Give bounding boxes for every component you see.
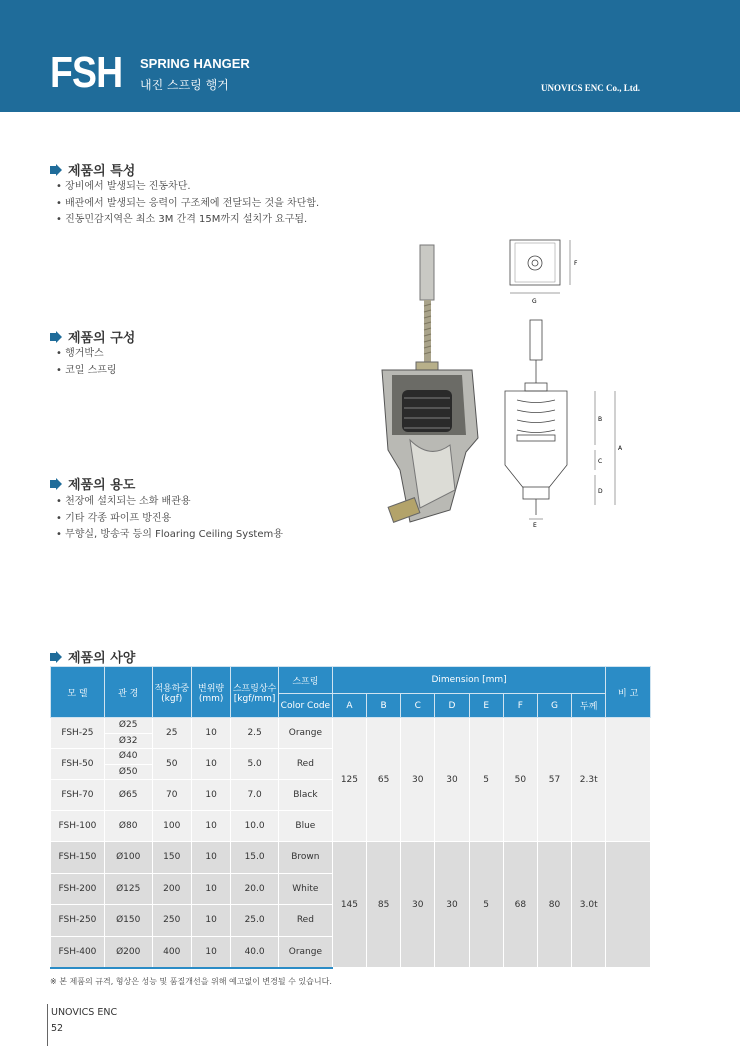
header-dim-f: F [503, 694, 537, 718]
header-dimension: Dimension [mm] [332, 667, 606, 694]
side-view-drawing [495, 315, 635, 530]
table-row: FSH-200 Ø125 200 10 20.0 White [51, 873, 651, 905]
remark-cell-group1 [606, 718, 651, 842]
list-item: • 무향실, 방송국 등의 Floaring Ceiling System용 [56, 527, 283, 544]
header-remark: 비 고 [606, 667, 651, 718]
section-usage-title: 제품의 용도 [50, 474, 135, 493]
footer-company: UNOVICS ENC [51, 1007, 118, 1018]
dim-label-c: C [598, 458, 603, 465]
header-dim-c: C [401, 694, 435, 718]
list-item: • 코일 스프링 [56, 363, 117, 380]
table-row: FSH-150 Ø100 150 10 15.0 Brown 145 85 30 30 5 68 80 3.0t [51, 842, 651, 874]
features-list [56, 179, 319, 229]
footer-divider [47, 1004, 48, 1046]
spec-note: ※ 본 제품의 규격, 형상은 성능 및 품질개선을 위해 예고없이 변경될 수 있습니다. [50, 977, 332, 986]
top-view-drawing [495, 235, 615, 310]
header-dim-thickness: 두께 [572, 694, 606, 718]
table-row: FSH-25 Ø25 25 10 2.5 Orange 125 65 30 30 5 50 57 2.3t [51, 718, 651, 734]
table-row: FSH-100 Ø80 100 10 10.0 Blue [51, 811, 651, 827]
header-dim-b: B [367, 694, 401, 718]
dim-label-b: B [598, 416, 603, 423]
section-spec-title: 제품의 사양 [50, 647, 135, 666]
section-features-title: 제품의 특성 [50, 160, 135, 179]
section-composition-title: 제품의 구성 [50, 327, 135, 346]
list-item: • 배관에서 발생되는 응력이 구조체에 전달되는 것을 차단함. [56, 196, 319, 213]
header-dim-d: D [435, 694, 469, 718]
header-spring-rate: 스프링상수 [kgf/mm] [231, 667, 279, 718]
list-item: • 천장에 설치되는 소화 배관용 [56, 494, 283, 511]
dim-label-d: D [598, 488, 603, 495]
list-item: • 진동민감지역은 최소 3M 간격 15M까지 설치가 요구됨. [56, 212, 319, 229]
dim-label-e: E [533, 522, 537, 529]
table-row: FSH-50 Ø40 50 10 5.0 Red [51, 749, 651, 765]
remark-cell-group2 [606, 842, 651, 968]
section-marker-icon [50, 653, 58, 661]
dim-label-f: F [574, 260, 578, 267]
dim-label-a: A [618, 445, 623, 452]
product-code: FSH [50, 48, 123, 97]
page-number: 52 [51, 1023, 64, 1034]
section-marker-icon [50, 333, 58, 341]
dim-a-group1: 125 [332, 718, 366, 842]
table-row: FSH-70 Ø65 70 10 7.0 Black [51, 780, 651, 796]
list-item: • 행거박스 [56, 346, 117, 363]
dim-label-g: G [532, 298, 537, 305]
header-dim-a: A [332, 694, 366, 718]
usage-list [56, 494, 283, 544]
page-header [0, 0, 740, 112]
product-title-ko: 내진 스프링 행거 [140, 78, 229, 92]
header-dim-e: E [469, 694, 503, 718]
header-color-code: Color Code [278, 694, 332, 718]
header-size: 관 경 [104, 667, 152, 718]
spec-table: 모 델 관 경 적용하중 (kgf) 변위량 (mm) 스프링상수 [kgf/mm] 스프링 Dimension [mm] 비 고 Color Code A B C D E F G 두께 FSH-25 Ø25 25 10 2.5 Orange 125 65 30 30 5 50 57 2.3t Ø32 FSH-50 Ø40 50 10 5.0 Red Ø50 FSH-70 Ø65 70 10 7.0 Black FSH-100 Ø80 100 10 10.0 Blue FSH-150 Ø100 150 10 15.0 Brown 145 85 30 30 5 68 80 3.0t FSH-200 Ø125 200 10 20.0 White FSH-250 Ø150 250 10 25.0 Red FSH-400 Ø200 400 10 40.0 Orange [50, 666, 651, 969]
section-marker-icon [50, 166, 58, 174]
list-item: • 장비에서 발생되는 진동차단. [56, 179, 319, 196]
section-marker-icon [50, 480, 58, 488]
table-row: FSH-250 Ø150 250 10 25.0 Red [51, 905, 651, 937]
composition-list [56, 346, 117, 379]
list-item: • 기타 각종 파이프 방진용 [56, 511, 283, 528]
table-row: FSH-400 Ø200 400 10 40.0 Orange [51, 936, 651, 968]
header-load: 적용하중 (kgf) [152, 667, 191, 718]
header-spring: 스프링 [278, 667, 332, 694]
dim-a-group2: 145 [332, 842, 366, 968]
spring-hanger-photo [370, 240, 485, 530]
header-model: 모 델 [51, 667, 105, 718]
header-dim-g: G [537, 694, 571, 718]
header-displacement: 변위량 (mm) [191, 667, 230, 718]
company-name: UNOVICS ENC Co., Ltd. [541, 83, 641, 93]
product-title-en: SPRING HANGER [140, 56, 250, 71]
